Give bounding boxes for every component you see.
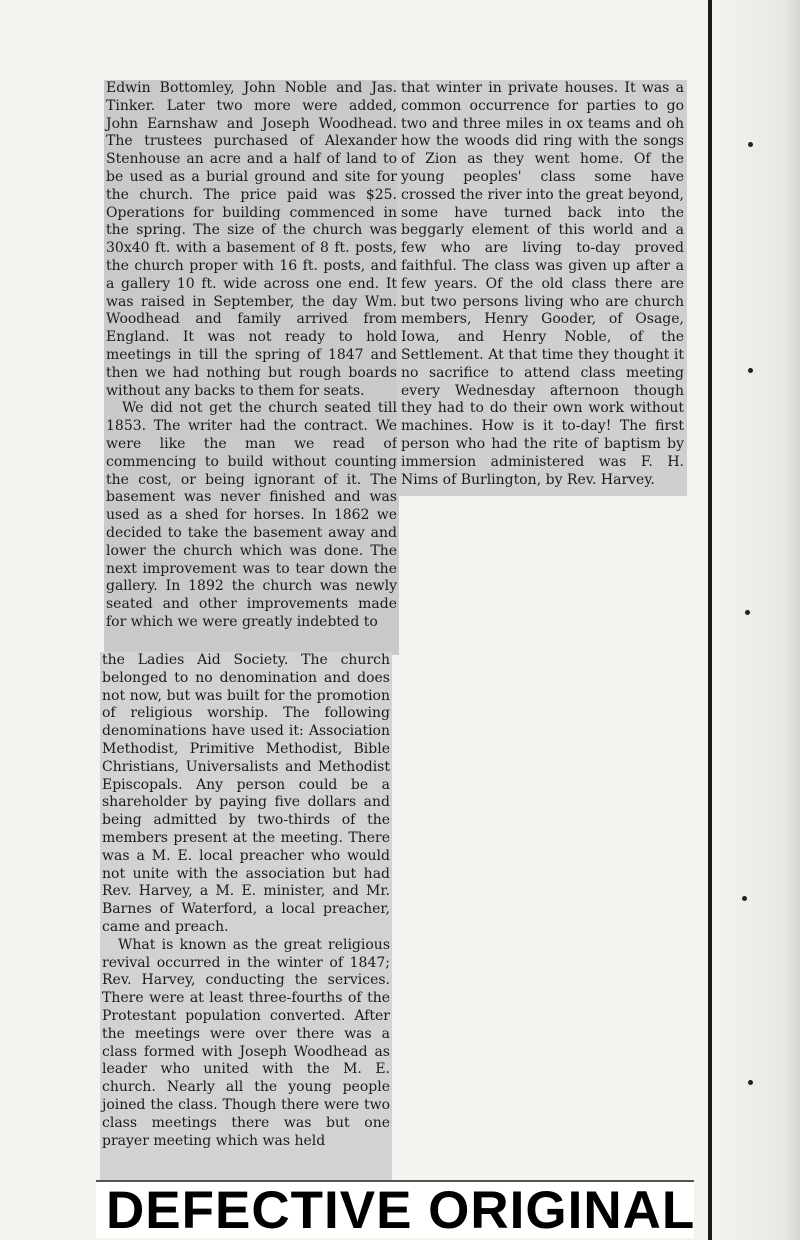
text-column-1 [104,80,399,655]
page-edge-line [708,0,712,1240]
paragraph: Edwin Bottomley, John Noble and Jas. Tinker. Later two more were added, John Earnshaw and Joseph Woodhead. The trustees purchased of Alexander Stenhouse an acre and a half of land to be used as a burial ground and site for the church. The price paid was $25. Operations for building commenced in the spring. The size of the church was 30x40 ft. with a basement of 8 ft. posts, the church proper with 16 ft. posts, and a gallery 10 ft. wide across one end. It was raised in September, the day Wm. Woodhead and family arrived from England. It was not ready to hold meetings in till the spring of 1847 and then we had nothing but rough boards without any backs to them for seats. [106,80,397,399]
defective-original-stamp: DEFECTIVE ORIGINAL [96,1180,694,1238]
paragraph: the Ladies Aid Society. The church belonged to no denomination and does not now, but was built for the promotion of religious worship. The following denominations have used it: Association Methodist, Primitive Methodist, Bible Christians, Universalists and Methodist Episcopals. Any person could be a shareholder by paying five dollars and being admitted by two-thirds of the members present at the meeting. There was a M. E. local preacher who would not unite with the association but had Rev. Harvey, a M. E. minister, and Mr. Barnes of Waterford, a local preacher, came and preach. [102,652,390,935]
scan-speck [748,142,753,147]
paragraph: We did not get the church seated till 1853. The writer had the contract. We were like the man we read of commencing to build without counting the cost, or being ignorant of it. The basement was never finished and was used as a shed for horses. In 1862 we decided to take the basement away and lower the church which was done. The next improvement was to tear down the gallery. In 1892 the church was newly seated and other improvements made for which we were greatly indebted to [106,400,397,630]
scan-speck [742,896,747,901]
scan-speck [748,368,753,373]
paragraph: that winter in private houses. It was a common occurrence for parties to go two and three miles in ox teams and oh how the woods did ring with the songs of Zion as they went home. Of the young peoples' class some have crossed the river into the great beyond, some have turned back into the beggarly element of this world and a few who are living to-day proved faithful. The class was given up after a few years. Of the old class there are but two persons living who are church members, Henry Gooder, of Osage, Iowa, and Henry Noble, of the Settlement. At that time they thought it no sacrifice to attend class meeting every Wednesday afternoon though they had to do their own work without machines. How is it to-day! The first person who had the rite of baptism by immersion administered was F. H. Nims of Burlington, by Rev. Harvey. [401,80,684,488]
text-column-1-continued [100,652,392,1182]
scan-speck [748,1080,753,1085]
scan-speck [745,610,750,615]
page-binding-edge [712,0,800,1240]
text-column-2 [397,80,687,496]
paragraph: What is known as the great religious revival occurred in the winter of 1847; Rev. Harvey, conducting the services. There were at least three-fourths of the Protestant population converted. After the meetings were over there was a class formed with Joseph Woodhead as leader who united with the M. E. church. Nearly all the young people joined the class. Though there were two class meetings there was but one prayer meeting which was held [102,936,390,1149]
